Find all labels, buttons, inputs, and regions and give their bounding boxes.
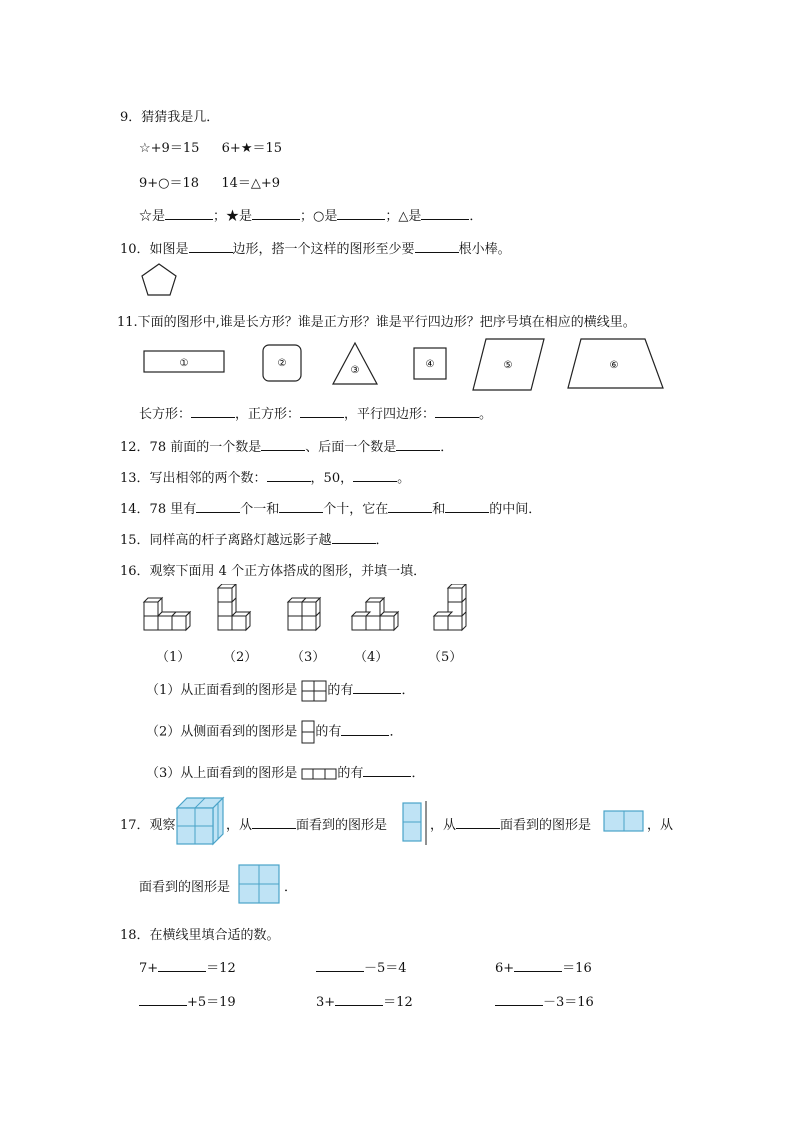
q12-part2: 、后面一个数是 <box>305 440 397 455</box>
answer-blank[interactable] <box>196 500 240 513</box>
q12-part1: 12．78 前面的一个数是 <box>120 440 262 455</box>
q11-title: 11.下面的图形中,谁是长方形？谁是正方形？谁是平行四边形？把序号填在相应的横线里。 <box>117 315 636 330</box>
q9-ans-label-3: ；○是 <box>300 209 338 224</box>
q15-end: ． <box>375 533 389 548</box>
q11-square-label: ，正方形： <box>235 407 301 422</box>
answer-blank[interactable] <box>456 816 500 829</box>
view-2x1-blue-figure <box>603 809 645 833</box>
answer-blank[interactable] <box>335 993 383 1006</box>
q18-r2c2-b: ＝12 <box>383 995 413 1010</box>
q16-sub1-text2: 的有 <box>327 683 354 698</box>
q10-part3: 根小棒。 <box>458 242 511 257</box>
answer-blank[interactable] <box>435 405 479 418</box>
pentagon-figure <box>139 262 179 298</box>
q18-r2c3-b: －3＝16 <box>543 995 594 1010</box>
q11-para-label: ，平行四边形： <box>344 407 436 422</box>
q16-sub2 <box>146 720 402 744</box>
front-view-2x2-icon <box>301 680 327 702</box>
side-view-1x2-icon <box>301 720 315 744</box>
q9-ans-label-2: ；★是 <box>213 209 253 224</box>
q9-ans-label-1: ☆是 <box>139 209 166 224</box>
q11-shapes <box>140 335 670 393</box>
q16-label-1: （1） <box>156 650 191 665</box>
q14-part5: 的中间． <box>489 502 542 517</box>
q18-r1c3 <box>495 957 592 976</box>
q16-sub2-text2: 的有 <box>315 724 342 740</box>
shape-label-5: ⑤ <box>503 360 513 371</box>
q16-label-5: （5） <box>428 650 463 665</box>
q9-eq3: 9+○＝18 <box>139 176 200 191</box>
cube-figure-4 <box>352 598 398 630</box>
answer-blank[interactable] <box>267 469 311 482</box>
q9-eq2: 6+★＝15 <box>221 141 283 156</box>
q14-part1: 14．78 里有 <box>120 502 197 517</box>
q17-line1 <box>226 814 387 833</box>
answer-blank[interactable] <box>189 240 233 253</box>
answer-blank[interactable] <box>514 959 562 972</box>
answer-blank[interactable] <box>191 405 235 418</box>
blue-cube-block-figure <box>175 796 225 846</box>
q18-r1c3-b: ＝16 <box>562 961 592 976</box>
q16-sub3-end: ． <box>411 766 425 781</box>
q10-part2: 边形，搭一个这样的图形至少要 <box>232 242 415 257</box>
answer-blank[interactable] <box>279 500 323 513</box>
answer-blank[interactable] <box>261 438 305 451</box>
q16-label-2: （2） <box>223 650 258 665</box>
answer-blank[interactable] <box>139 993 187 1006</box>
q18-r1c3-a: 6+ <box>495 961 515 976</box>
cube-figure-3 <box>288 598 320 630</box>
answer-blank[interactable] <box>415 240 459 253</box>
top-view-3x1-icon <box>301 768 337 780</box>
q9-answer-row <box>139 205 482 224</box>
answer-blank[interactable] <box>396 438 440 451</box>
q14-part3: 个十，它在 <box>323 502 389 517</box>
q17-part6: ，从 <box>647 818 674 833</box>
q12-end: ． <box>440 440 454 455</box>
q17-end: ． <box>284 880 298 895</box>
q15-text <box>120 529 389 548</box>
shape-label-4: ④ <box>425 359 435 370</box>
q16-sub2-end: ． <box>389 724 403 740</box>
q15-part1: 15．同样高的杆子离路灯越远影子越 <box>120 533 332 548</box>
view-1x2-blue-figure <box>402 801 428 845</box>
q18-r1c1-a: 7+ <box>139 961 159 976</box>
q9-title: 9．猜猜我是几． <box>120 110 220 125</box>
cube-figure-5 <box>434 584 466 630</box>
answer-blank[interactable] <box>421 207 469 220</box>
q9-eq4: 14＝△+9 <box>221 176 281 191</box>
answer-blank[interactable] <box>300 405 344 418</box>
answer-blank[interactable] <box>388 500 432 513</box>
q16-sub1 <box>146 679 414 702</box>
shape-3-triangle <box>333 343 377 384</box>
answer-blank[interactable] <box>341 723 389 736</box>
q9-eq-row1 <box>139 137 282 156</box>
q11-rect-label: 长方形： <box>139 407 192 422</box>
answer-blank[interactable] <box>252 816 296 829</box>
q16-label-3: （3） <box>291 650 326 665</box>
q16-sub3 <box>146 762 424 781</box>
view-2x2-blue-figure <box>238 864 282 904</box>
answer-blank[interactable] <box>332 531 376 544</box>
q16-sub1-text: （1）从正面看到的图形是 <box>146 683 298 698</box>
q13-mid: ，50， <box>310 471 354 486</box>
q18-r1c2-b: －5＝4 <box>364 961 407 976</box>
q14-part2: 个一和 <box>240 502 280 517</box>
q16-sub3-text: （3）从上面看到的图形是 <box>146 766 298 781</box>
q17-part3: 面看到的图形是 <box>296 818 388 833</box>
q18-r2c1 <box>139 991 236 1010</box>
q10-part1: 10．如图是 <box>120 242 189 257</box>
q9-eq-row2 <box>139 172 280 191</box>
answer-blank[interactable] <box>445 500 489 513</box>
answer-blank[interactable] <box>495 993 543 1006</box>
q18-title: 18．在横线里填合适的数。 <box>120 928 280 943</box>
answer-blank[interactable] <box>165 207 213 220</box>
q18-r2c2 <box>316 991 413 1010</box>
q17-part1: 17．观察 <box>120 818 176 833</box>
q17-line2: 面看到的图形是 <box>139 880 231 895</box>
shape-label-1: ① <box>179 358 189 369</box>
answer-blank[interactable] <box>353 469 397 482</box>
q16-sub1-end: ． <box>401 683 415 698</box>
q18-r2c2-a: 3+ <box>316 995 336 1010</box>
q10-text <box>120 238 511 257</box>
q16-label-4: （4） <box>354 650 389 665</box>
q13-text <box>120 467 410 486</box>
q14-part4: 和 <box>432 502 446 517</box>
q16-cube-figures <box>140 584 470 634</box>
q16-sub2-text: （2）从侧面看到的图形是 <box>146 724 298 740</box>
q9-eq1: ☆+9＝15 <box>139 141 200 156</box>
q11-answer-row <box>139 403 492 422</box>
answer-blank[interactable] <box>316 959 364 972</box>
answer-blank[interactable] <box>252 207 300 220</box>
q13-end: 。 <box>397 471 411 486</box>
q17-part4: ，从 <box>430 818 457 833</box>
q13-part1: 13．写出相邻的两个数： <box>120 471 267 486</box>
q11-end: 。 <box>479 407 493 422</box>
q12-text <box>120 436 453 455</box>
q18-r2c1-b: +5＝19 <box>187 995 236 1010</box>
answer-blank[interactable] <box>363 764 411 777</box>
q18-r1c1-b: ＝12 <box>206 961 236 976</box>
shape-label-2: ② <box>277 358 287 369</box>
q17-part2: ，从 <box>226 818 253 833</box>
cube-figure-2 <box>218 584 250 630</box>
q14-text <box>120 498 541 517</box>
q16-sub3-text2: 的有 <box>337 766 364 781</box>
answer-blank[interactable] <box>337 207 385 220</box>
answer-blank[interactable] <box>353 681 401 694</box>
shape-label-3: ③ <box>350 365 360 376</box>
q18-r2c3 <box>495 991 594 1010</box>
shape-label-6: ⑥ <box>609 360 619 371</box>
q18-r1c1 <box>139 957 236 976</box>
q9-period: ． <box>469 209 483 224</box>
q17-line1b <box>430 814 591 833</box>
q9-ans-label-4: ；△是 <box>385 209 422 224</box>
q16-title: 16．观察下面用 4 个正方体搭成的图形，并填一填． <box>120 564 427 579</box>
answer-blank[interactable] <box>158 959 206 972</box>
q17-part5: 面看到的图形是 <box>500 818 592 833</box>
cube-figure-1 <box>144 598 190 630</box>
q18-r1c2 <box>316 957 407 976</box>
